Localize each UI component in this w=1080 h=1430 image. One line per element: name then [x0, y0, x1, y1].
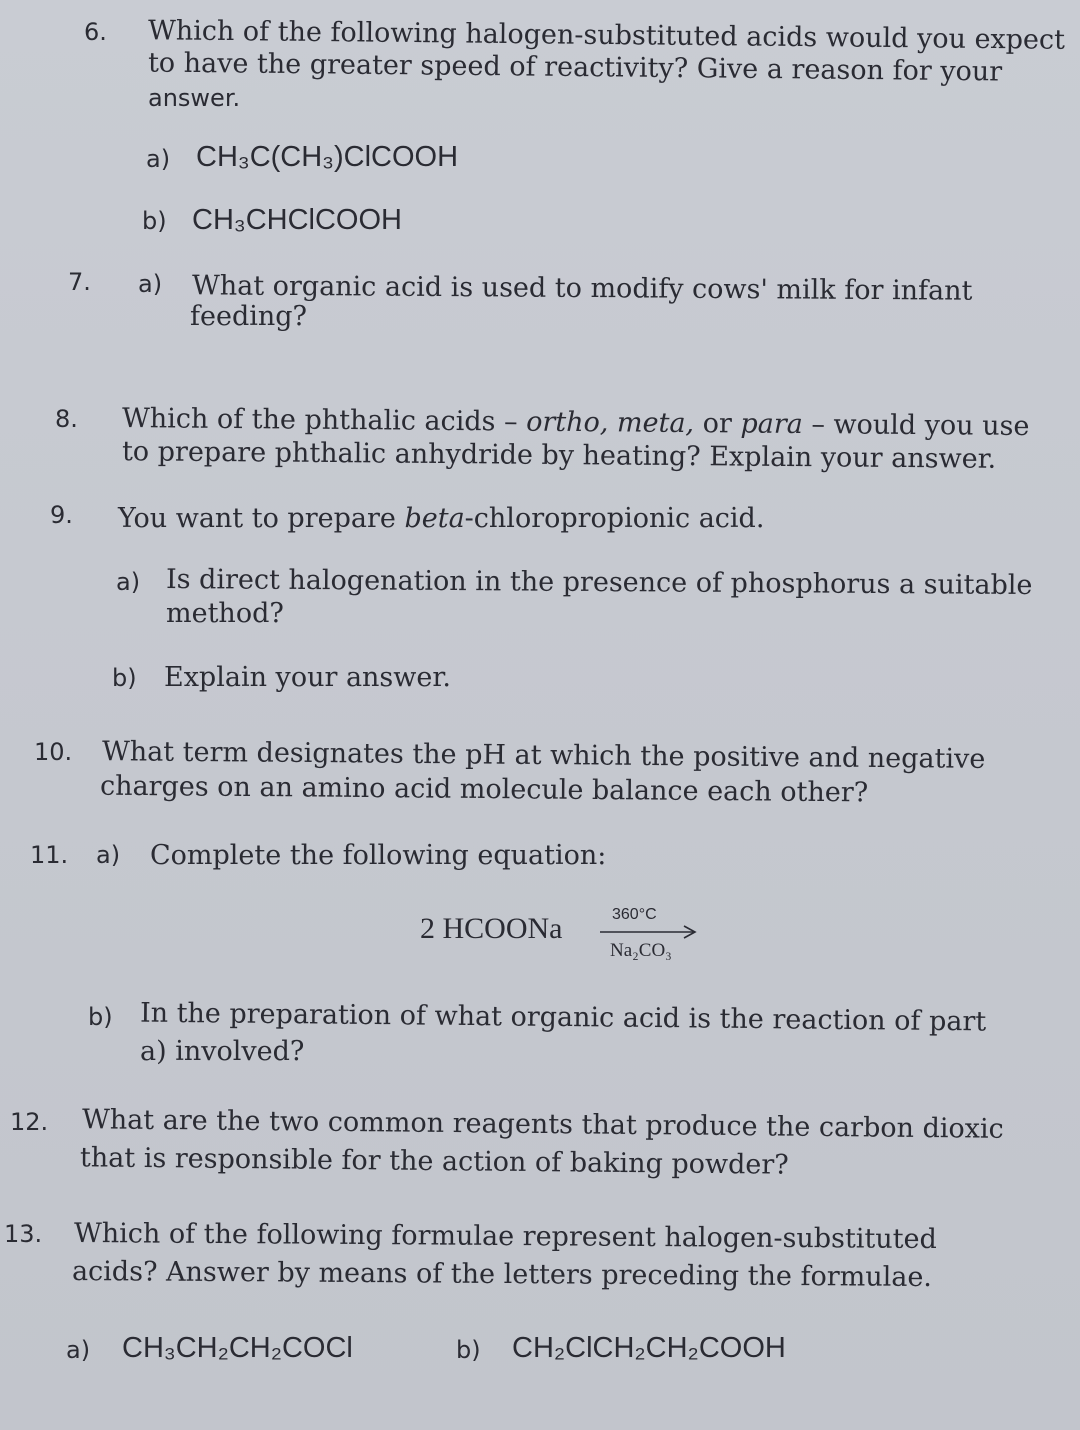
q13-a-formula: CH₃CH₂CH₂COCl: [122, 1332, 353, 1364]
q6-b-label: b): [142, 207, 167, 235]
q9-a-label: a): [116, 568, 141, 596]
q9-b-line: Explain your answer.: [164, 662, 451, 693]
q8-line1-ortho-meta: ortho, meta,: [526, 406, 695, 440]
q6-b-formula: CH₃CHClCOOH: [192, 204, 402, 236]
q10-number: 10.: [34, 738, 73, 766]
q11-reactant: 2 HCOONa: [420, 912, 563, 945]
q9-line-post: -chloropropionic acid.: [464, 503, 765, 534]
q13-line2: acids? Answer by means of the letters preceding the formulae.: [71, 1255, 933, 1294]
q9-b-label: b): [112, 664, 137, 692]
q7-line2: feeding?: [190, 301, 308, 332]
q6-a-label: a): [146, 145, 171, 173]
q8-line2: to prepare phthalic anhydride by heating? Explain your answer.: [121, 436, 997, 475]
q12-line2: that is responsible for the action of baking powder?: [79, 1142, 789, 1181]
q10-line1: What term designates the pH at which the positive and negative: [101, 736, 986, 775]
q11-b-label: b): [88, 1003, 113, 1031]
q6-a-formula: CH₃C(CH₃)ClCOOH: [196, 141, 459, 173]
q13-a-label: a): [66, 1336, 91, 1364]
q9-number: 9.: [50, 501, 73, 529]
right-arrow-icon: [598, 924, 700, 940]
q11-b-line1: In the preparation of what organic acid is the reaction of part: [139, 997, 987, 1038]
q11-a-line: Complete the following equation:: [150, 840, 607, 871]
q9-line-pre: You want to prepare: [118, 503, 405, 534]
q13-b-label: b): [456, 1336, 481, 1364]
q6-line3: answer.: [148, 84, 241, 112]
q11-reaction-arrow: [598, 906, 700, 964]
q7-number: 7.: [68, 268, 91, 296]
q11-number: 11.: [30, 841, 69, 869]
q13-number: 13.: [4, 1220, 43, 1248]
q8-line1-para: para: [740, 408, 803, 440]
q13-line1: Which of the following formulae represent halogen-substituted: [73, 1217, 937, 1256]
q11-a-label: a): [96, 841, 121, 869]
q10-line2: charges on an amino acid molecule balance each other?: [99, 770, 869, 809]
q12-line1: What are the two common reagents that produce the carbon dioxic: [81, 1104, 1004, 1145]
q8-line1-post: – would you use: [802, 408, 1030, 442]
q11-b-line2: a) involved?: [140, 1036, 305, 1067]
q12-number: 12.: [10, 1108, 49, 1136]
q6-line2: to have the greater speed of reactivity? Give a reason for your: [147, 47, 1003, 88]
q8-number: 8.: [55, 405, 78, 433]
q8-line1-or: or: [693, 408, 741, 440]
q7-line1: What organic acid is used to modify cows' milk for infant: [191, 270, 973, 307]
q9-a-line2: method?: [166, 598, 284, 629]
q11-condition-catalyst: Na₂CO₃: [610, 940, 672, 961]
q6-line1: Which of the following halogen-substituted acids would you expect: [147, 15, 1066, 56]
q6-number: 6.: [84, 18, 107, 46]
q9-line: [118, 503, 764, 535]
q11-condition-temperature: 360°C: [612, 906, 657, 923]
q9-line-beta: beta: [404, 503, 465, 534]
q9-a-line1: Is direct halogenation in the presence of phosphorus a suitable: [165, 563, 1033, 602]
q13-b-formula: CH₂ClCH₂CH₂COOH: [512, 1332, 786, 1364]
q7-a-label: a): [138, 270, 163, 298]
q8-line1-pre: Which of the phthalic acids –: [121, 403, 527, 438]
